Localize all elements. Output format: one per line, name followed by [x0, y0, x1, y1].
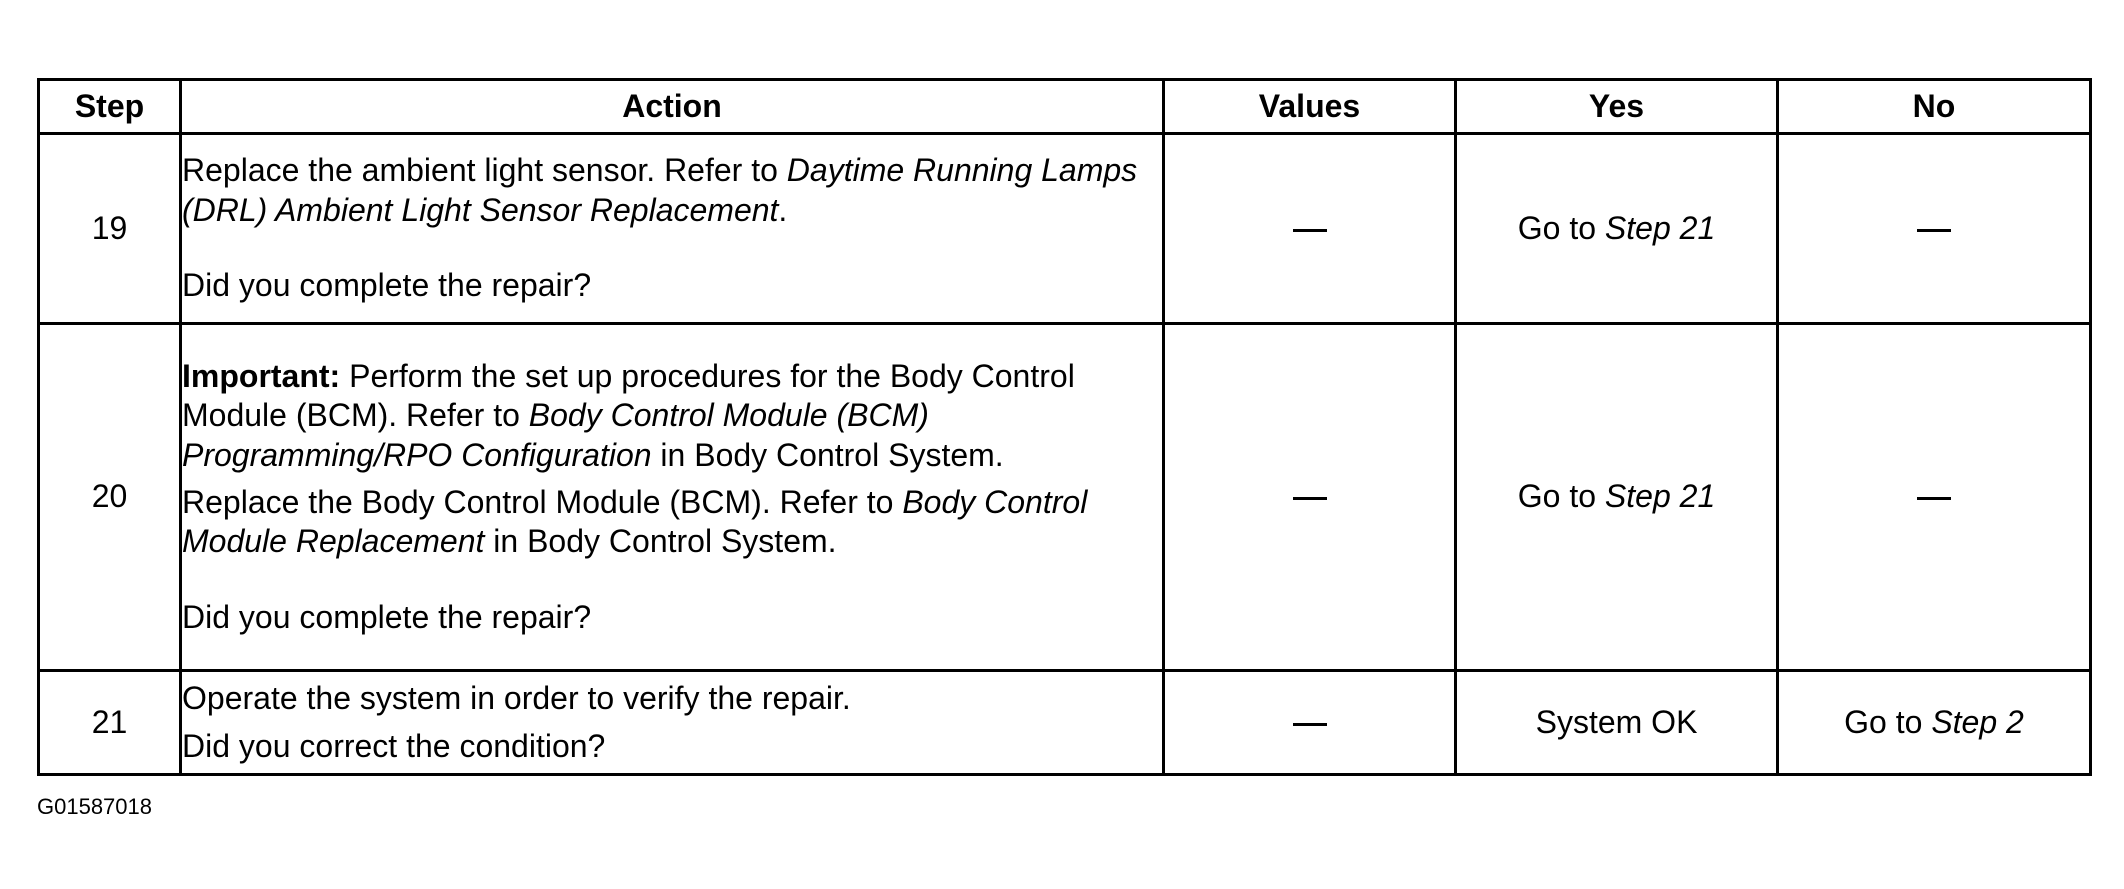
instruction-text: Replace the ambient light sensor. Refer to: [182, 152, 787, 189]
no-dash: [1917, 497, 1951, 500]
instruction-text: Replace the Body Control Module (BCM). Refer to: [182, 484, 903, 520]
action-instruction: Operate the system in order to verify the repair.: [182, 680, 851, 717]
procedure-reference: Body Control Module (BCM) Programming/RPO Configuration: [182, 397, 929, 473]
action-cell: [181, 671, 1164, 775]
instruction-text: in Body Control System.: [484, 523, 837, 560]
procedure-reference: Daytime Running Lamps (DRL) Ambient Light Sensor Replacement: [182, 152, 1138, 228]
values-cell: [1164, 324, 1456, 671]
step-number: 21: [39, 671, 181, 775]
header-yes: Yes: [1456, 80, 1778, 134]
procedure-reference: Body Control Module Replacement: [182, 484, 1088, 560]
goto-text: Go to: [1844, 703, 1932, 740]
yes-cell: [1456, 324, 1778, 671]
goto-text: Go to: [1517, 209, 1605, 246]
no-cell: [1778, 134, 2091, 324]
step-number: 19: [39, 134, 181, 324]
yes-cell: [1456, 134, 1778, 324]
action-question: Did you complete the repair?: [182, 598, 592, 635]
header-values: Values: [1164, 80, 1456, 134]
action-cell: [181, 324, 1164, 671]
instruction-text: in Body Control System.: [651, 436, 1004, 473]
instruction-text: Perform the set up procedures for the Body Control Module (BCM). Refer to: [182, 357, 1075, 434]
values-cell: [1164, 134, 1456, 324]
values-cell: [1164, 671, 1456, 775]
diagnostic-table: [37, 78, 2092, 776]
action-instruction: [182, 483, 1162, 562]
figure-id: G01587018: [37, 794, 152, 819]
no-cell: [1778, 324, 2091, 671]
table-row: [39, 671, 2091, 775]
step-reference: Step 21: [1604, 209, 1716, 246]
header-step: Step: [39, 80, 181, 134]
no-cell: [1778, 671, 2091, 775]
values-dash: [1293, 229, 1327, 232]
values-dash: [1293, 497, 1327, 500]
action-important: [182, 357, 1162, 475]
table-row: [39, 134, 2091, 324]
table-row: [39, 324, 2091, 671]
action-instruction: [182, 151, 1162, 230]
step-reference: Step 2: [1931, 703, 2024, 740]
step-number: 20: [39, 324, 181, 671]
no-dash: [1917, 229, 1951, 232]
step-reference: Step 21: [1604, 478, 1716, 515]
important-label: Important:: [182, 357, 341, 394]
values-dash: [1293, 723, 1327, 726]
instruction-text: .: [778, 191, 788, 228]
header-row: [39, 80, 2091, 134]
header-action: Action: [181, 80, 1164, 134]
header-no: No: [1778, 80, 2091, 134]
yes-cell: System OK: [1456, 671, 1778, 775]
action-cell: [181, 134, 1164, 324]
action-question: Did you correct the condition?: [182, 727, 606, 764]
goto-text: Go to: [1517, 478, 1605, 515]
action-question: Did you complete the repair?: [182, 267, 592, 304]
